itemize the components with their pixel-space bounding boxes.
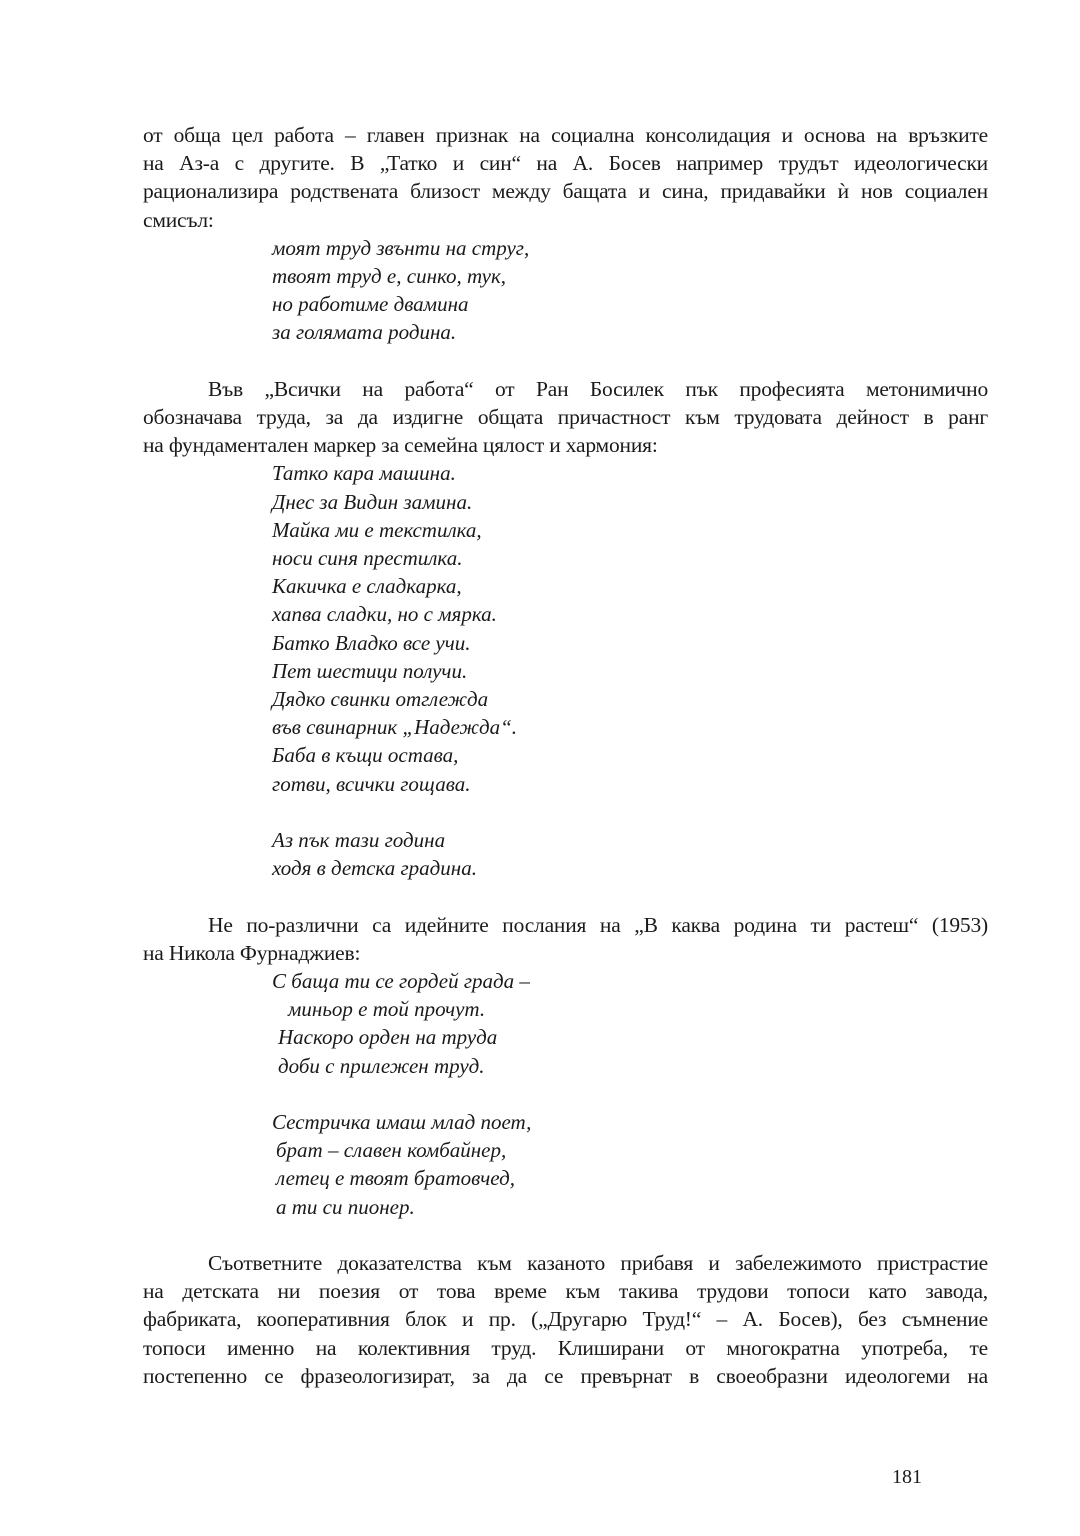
- poem-line: Майка ми е текстилка,: [272, 517, 482, 542]
- text-line: рационализира родствената близост между бащата и сина, придавайки ѝ нов социален: [143, 179, 988, 204]
- poem-line: брат – славен комбайнер,: [276, 1138, 507, 1163]
- paragraph-spacer: [143, 1221, 988, 1249]
- poem-line: моят труд звънти на струг,: [272, 235, 530, 260]
- poem-line: миньор е той прочут.: [288, 997, 486, 1022]
- text-line: Във „Всички на работа“ от Ран Босилек пък професията метонимично: [208, 376, 988, 401]
- poem-line: а ти си пионер.: [276, 1194, 415, 1219]
- poem-line: Баба в къщи остава,: [272, 743, 459, 768]
- poem-line: летец е твоят братовчед,: [276, 1166, 515, 1191]
- text-line: на фундаментален маркер за семейна цялост и хармония:: [143, 433, 658, 458]
- poem-line: носи синя престилка.: [272, 546, 463, 571]
- poem-line: Какичка е сладкарка,: [272, 574, 462, 599]
- poem-line: Днес за Видин замина.: [272, 489, 473, 514]
- paragraph-3: [143, 911, 988, 967]
- poem-line: С баща ти се гордей града –: [272, 969, 530, 994]
- poem-line: Дядко свинки отглежда: [272, 687, 489, 712]
- poem-line: Пет шестици получи.: [272, 658, 468, 683]
- poem-vsichki-na-rabota: [143, 459, 988, 882]
- poem-line: ходя в детска градина.: [272, 856, 477, 881]
- paragraph-2: [143, 375, 988, 460]
- poem-v-kakva-rodina: [143, 967, 988, 1221]
- text-line: на Никола Фурнаджиев:: [143, 940, 361, 965]
- text-line: смисъл:: [143, 207, 214, 232]
- poem-line: Наскоро орден на труда: [278, 1025, 498, 1050]
- poem-line: но работиме двамина: [272, 292, 469, 317]
- stanza-spacer: [272, 798, 988, 826]
- poem-line: Сестричка имаш млад поет,: [272, 1110, 532, 1135]
- poem-line: твоят труд е, синко, тук,: [272, 264, 507, 289]
- text-line: на детската ни поезия от това време към такива трудови топоси като завода,: [143, 1279, 988, 1304]
- paragraph-4: [143, 1249, 988, 1390]
- poem-line: във свинарник „Надежда“.: [272, 715, 518, 740]
- poem-line: Аз пък тази година: [272, 828, 446, 853]
- page-body: [143, 121, 988, 1390]
- text-line: от обща цел работа – главен признак на социална консолидация и основа на връзките: [143, 123, 988, 147]
- text-line: фабриката, кооперативния блок и пр. („Другарю Труд!“ – А. Босев), без съмнение: [143, 1307, 988, 1332]
- poem-line: готви, всички гощава.: [272, 771, 471, 796]
- paragraph-spacer: [143, 347, 988, 375]
- text-line: Съответните доказателства към казаното прибавя и забележимото пристрастие: [208, 1251, 988, 1276]
- text-line: обозначава труда, за да издигне общата причастност към трудовата дейност в ранг: [143, 405, 988, 430]
- text-line: Не по-различни са идейните послания на „В каква родина ти растеш“ (1953): [208, 912, 988, 937]
- text-line: на Аз-а с другите. В „Татко и син“ на А. Босев например трудът идеологически: [143, 151, 988, 176]
- page-number: 181: [892, 1466, 922, 1488]
- poem-tatko-i-sin: [143, 234, 988, 347]
- poem-line: Татко кара машина.: [272, 461, 456, 486]
- poem-line: хапва сладки, но с мярка.: [272, 602, 497, 627]
- paragraph-1: [143, 121, 988, 234]
- stanza-spacer: [272, 1080, 988, 1108]
- text-line: постепенно се фразеологизират, за да се превърнат в своеобразни идеологеми на: [143, 1363, 988, 1388]
- poem-line: за голямата родина.: [272, 320, 457, 345]
- paragraph-spacer: [143, 882, 988, 910]
- text-line: топоси именно на колективния труд. Клиширани от многократна употреба, те: [143, 1335, 988, 1360]
- poem-line: доби с прилежен труд.: [278, 1053, 485, 1078]
- poem-line: Батко Владко все учи.: [272, 630, 471, 655]
